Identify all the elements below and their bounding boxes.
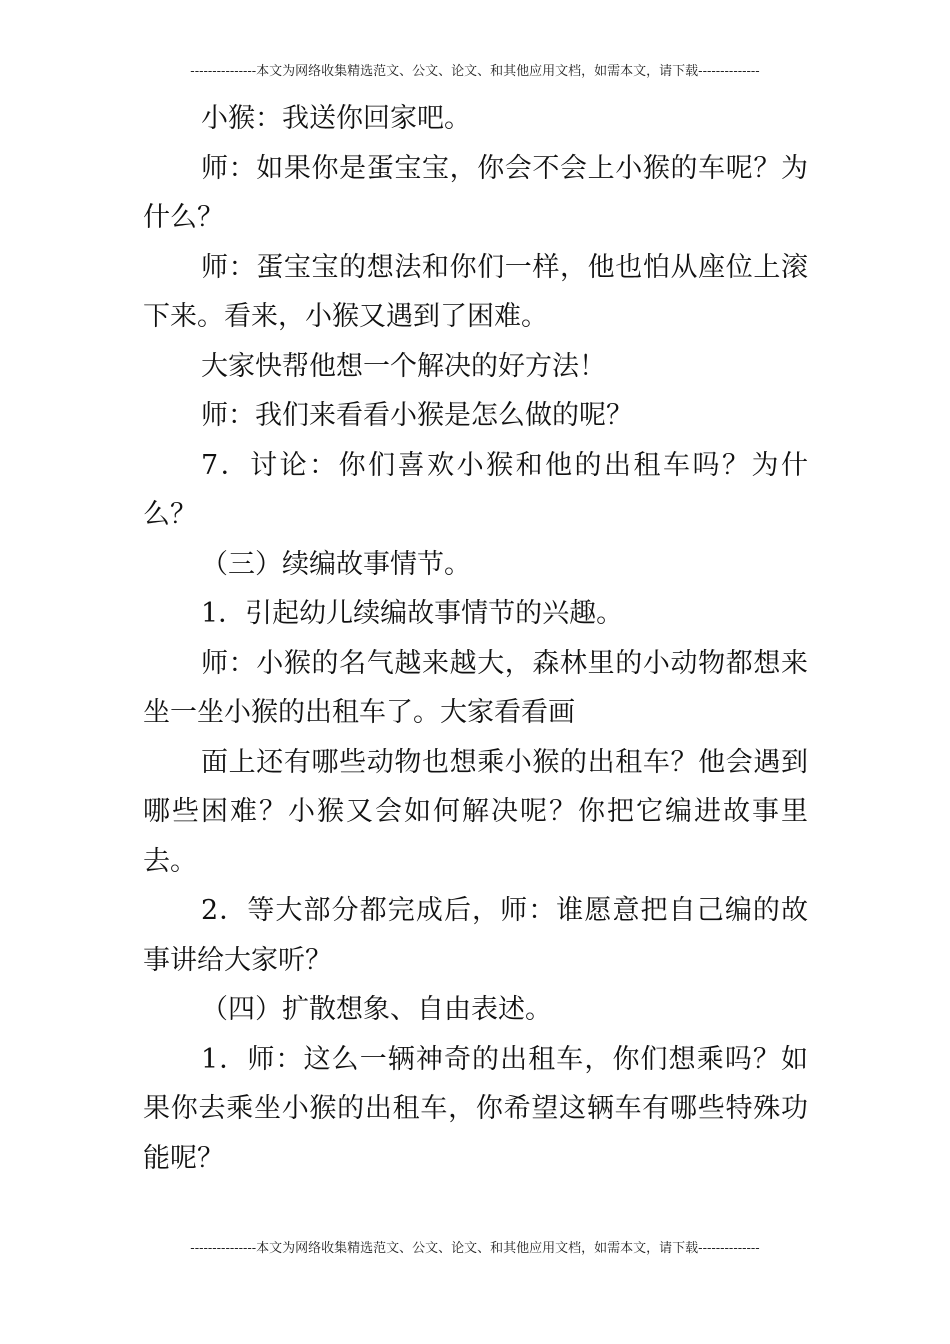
paragraph-9: 面上还有哪些动物也想乘小猴的出租车？他会遇到哪些困难？小猴又会如何解决呢？你把它编进故事里去。 — [143, 746, 808, 877]
paragraph-6: 7．讨论：你们喜欢小猴和他的出租车吗？为什么？ — [143, 449, 808, 530]
paragraph-5: 师：我们来看看小猴是怎么做的呢？ — [201, 400, 633, 431]
paragraph-11: 1．师：这么一辆神奇的出租车，你们想乘吗？如果你去乘坐小猴的出租车，你希望这辆车有哪些特殊功能呢？ — [143, 1043, 808, 1174]
page-header-notice: ---------------本文为网络收集精选范文、公文、论文、和其他应用文档，如需本文，请下载-------------- — [190, 64, 760, 79]
paragraph-4: 大家快帮他想一个解决的好方法！ — [201, 350, 606, 382]
paragraph-7: 1．引起幼儿续编故事情节的兴趣。 — [201, 598, 624, 629]
paragraph-3: 师：蛋宝宝的想法和你们一样，他也怕从座位上滚下来。看来，小猴又遇到了困难。 — [143, 251, 808, 332]
section-heading-4: （四）扩散想象、自由表述。 — [201, 994, 552, 1025]
document-body — [143, 94, 808, 1183]
paragraph-8: 师：小猴的名气越来越大，森林里的小动物都想来坐一坐小猴的出租车了。大家看看画 — [143, 647, 808, 728]
paragraph-1: 小猴：我送你回家吧。 — [201, 103, 471, 134]
paragraph-2: 师：如果你是蛋宝宝，你会不会上小猴的车呢？为什么？ — [143, 152, 808, 233]
page-footer-notice: ---------------本文为网络收集精选范文、公文、论文、和其他应用文档，如需本文，请下载-------------- — [190, 1241, 760, 1256]
paragraph-10: 2．等大部分都完成后，师：谁愿意把自己编的故事讲给大家听？ — [143, 895, 808, 976]
section-heading-3: （三）续编故事情节。 — [201, 548, 471, 580]
